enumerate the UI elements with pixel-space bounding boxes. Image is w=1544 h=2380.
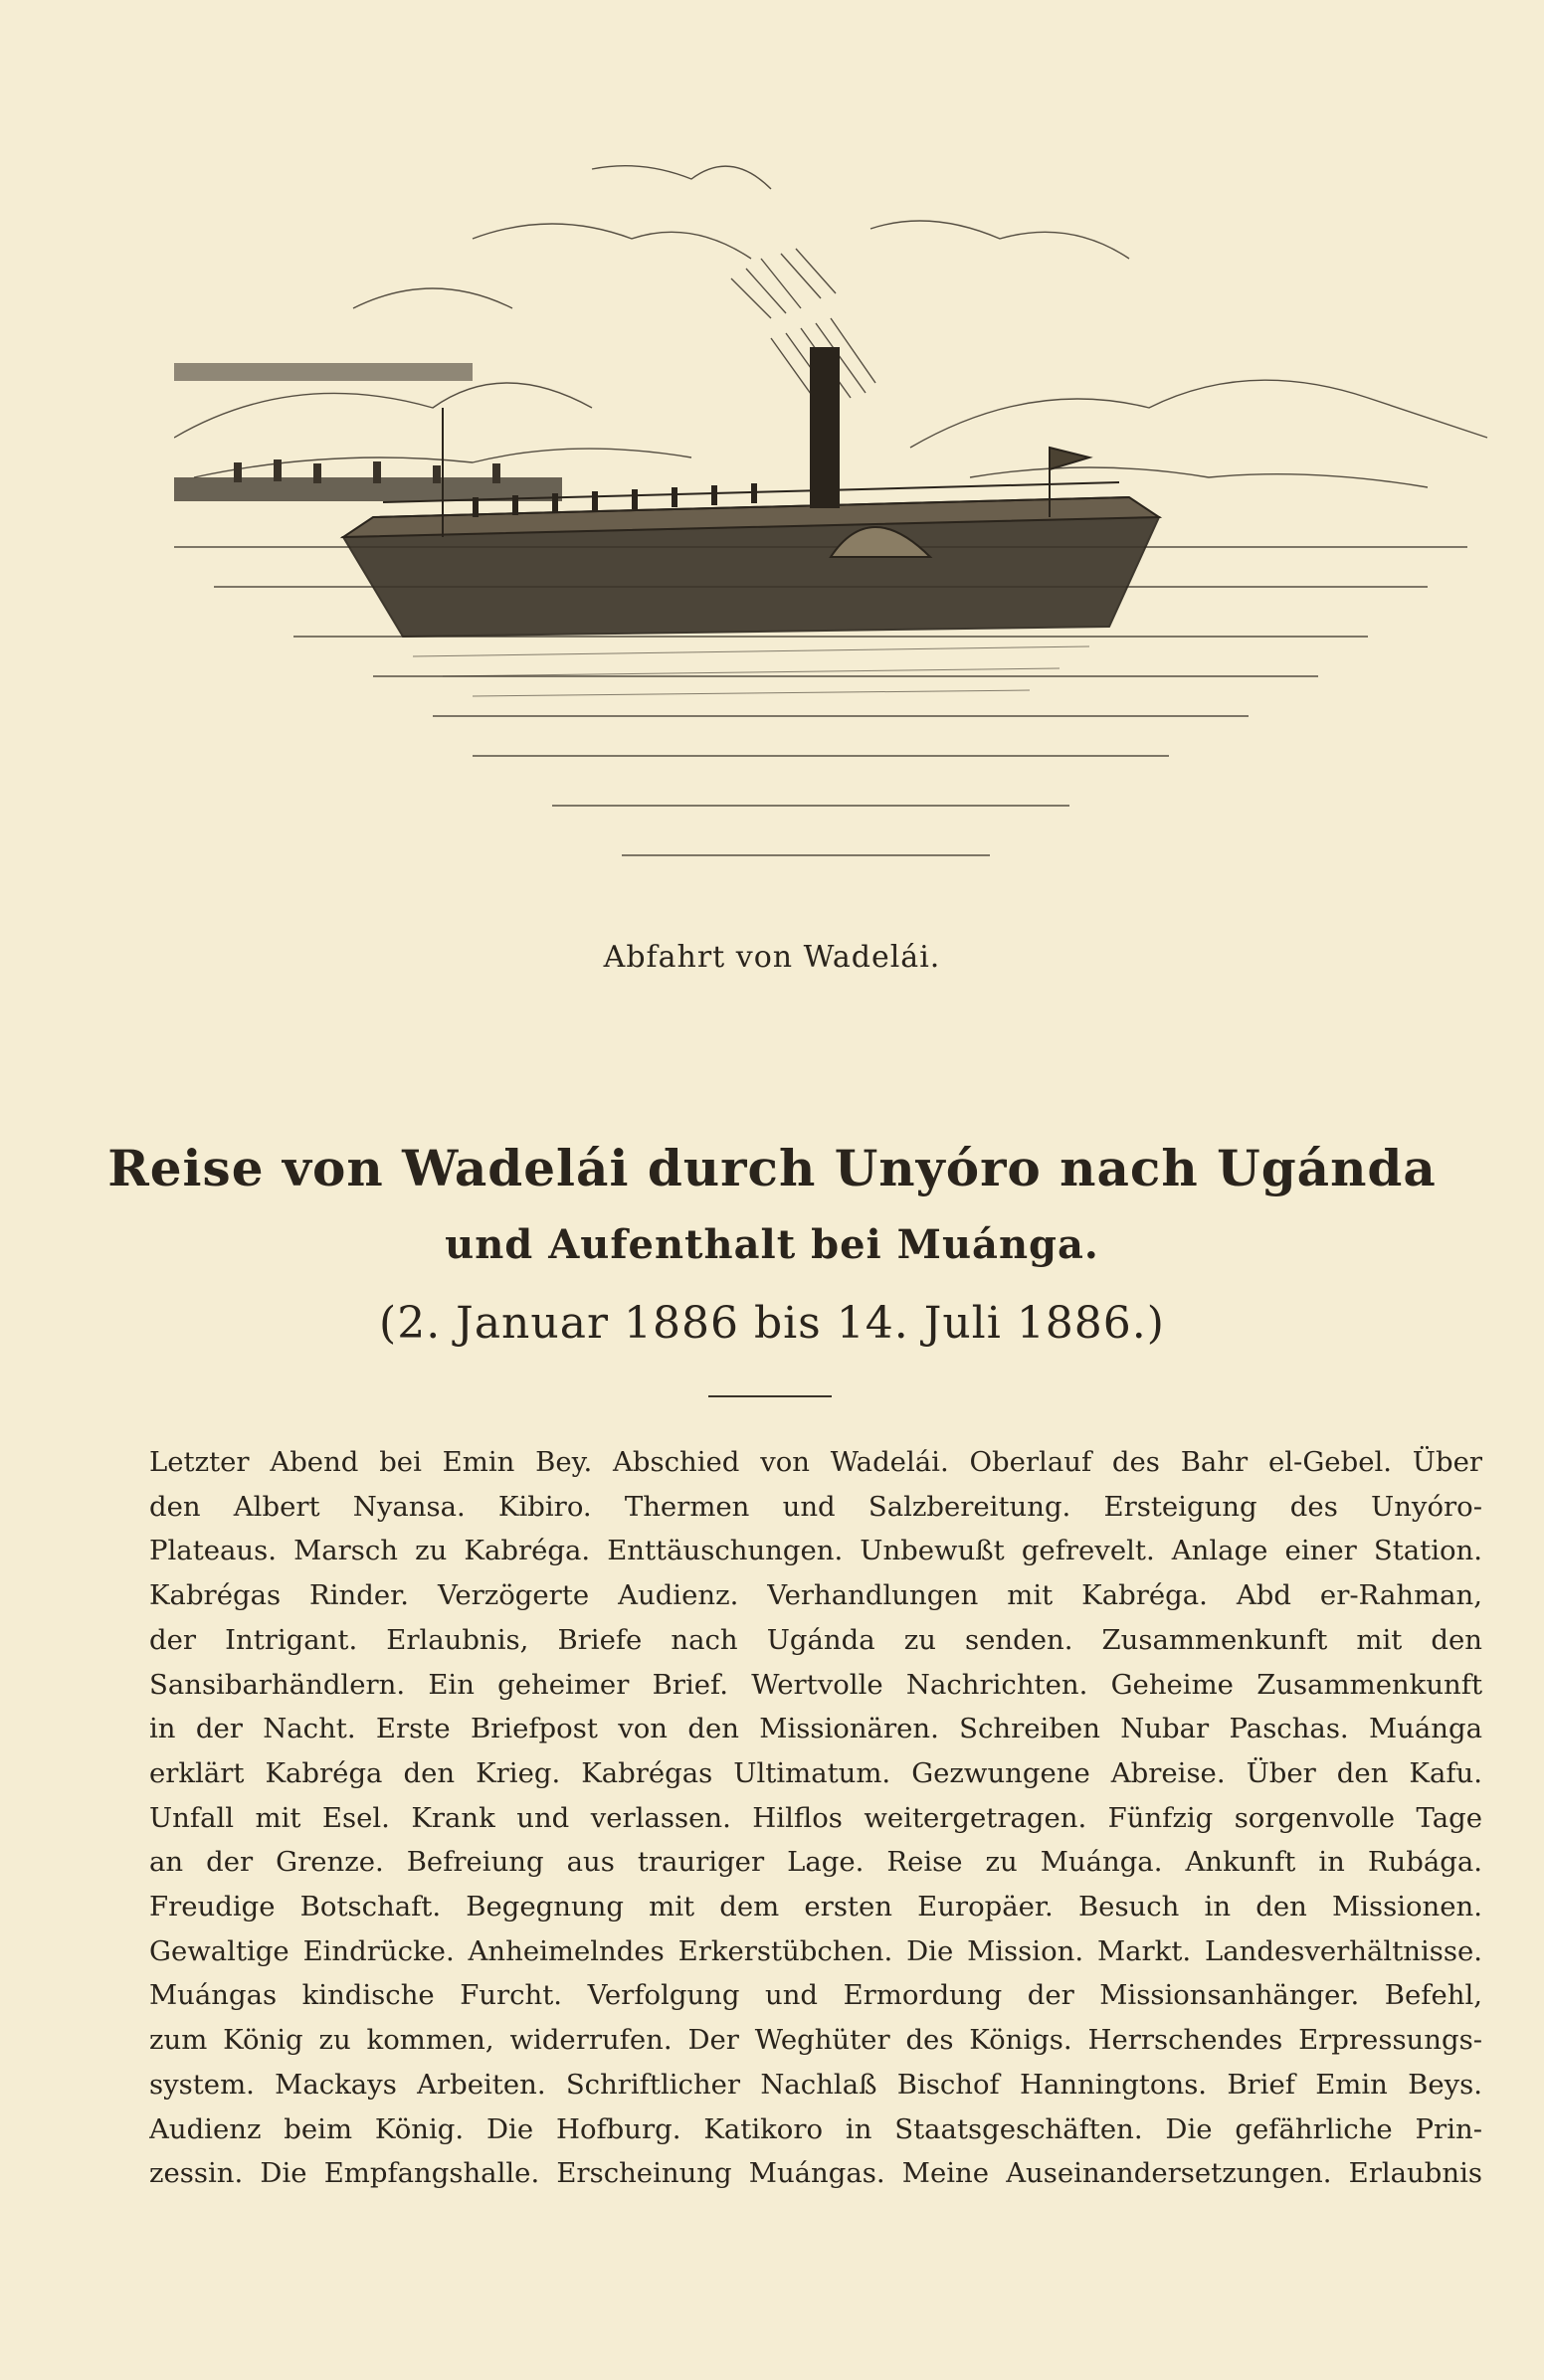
summary-line: Muángas kindische Furcht. Verfolgung und Ermordung der Missionsanhänger. Befehl, [149, 1979, 1482, 2012]
chapter-title: Reise von Wadelái durch Unyóro nach Ugánda [107, 1139, 1437, 1197]
summary-line: system. Mackays Arbeiten. Schriftlicher Nachlaß Bischof Hanningtons. Brief Emin Beys. [149, 2068, 1482, 2101]
summary-line: zessin. Die Empfangshalle. Erscheinung Muángas. Meine Auseinandersetzungen. Erlaubnis [149, 2157, 1482, 2190]
summary-line: in der Nacht. Erste Briefpost von den Missionären. Schreiben Nubar Paschas. Muánga [149, 1713, 1482, 1745]
summary-line: Unfall mit Esel. Krank und verlassen. Hilflos weitergetragen. Fünfzig sorgenvolle Tage [149, 1801, 1482, 1834]
summary-line: Sansibarhändlern. Ein geheimer Brief. Wertvolle Nachrichten. Geheime Zusammenkunft [149, 1668, 1482, 1701]
summary-line: Freudige Botschaft. Begegnung mit dem ersten Europäer. Besuch in den Missionen. [149, 1891, 1482, 1923]
chapter-subtitle: und Aufenthalt bei Muánga. [445, 1221, 1099, 1268]
steamship-engraving-icon [174, 119, 1544, 945]
summary-line: den Albert Nyansa. Kibiro. Thermen und Salzbereitung. Ersteigung des Unyóro- [149, 1490, 1482, 1523]
illustration-caption: Abfahrt von Wadelái. [603, 940, 941, 975]
summary-line: Gewaltige Eindrücke. Anheimelndes Erkerstübchen. Die Mission. Markt. Landesverhältnisse. [149, 1934, 1482, 1967]
summary-line: erklärt Kabréga den Krieg. Kabrégas Ultimatum. Gezwungene Abreise. Über den Kafu. [149, 1756, 1482, 1789]
chapter-summary [149, 1440, 1482, 2196]
summary-line: zum König zu kommen, widerrufen. Der Weghüter des Königs. Herrschendes Erpressungs- [149, 2024, 1482, 2057]
divider-rule [708, 1395, 832, 1397]
summary-line: an der Grenze. Befreiung aus trauriger Lage. Reise zu Muánga. Ankunft in Rubága. [149, 1846, 1482, 1879]
chapter-dates: (2. Januar 1886 bis 14. Juli 1886.) [379, 1298, 1165, 1349]
summary-line: Letzter Abend bei Emin Bey. Abschied von Wadelái. Oberlauf des Bahr el-Gebel. Über [149, 1446, 1482, 1478]
summary-line: Plateaus. Marsch zu Kabréga. Enttäuschungen. Unbewußt gefrevelt. Anlage einer Station. [149, 1535, 1482, 1567]
summary-line: Audienz beim König. Die Hofburg. Katikoro in Staatsgeschäften. Die gefährliche Prin- [149, 2112, 1482, 2145]
summary-line: Kabrégas Rinder. Verzögerte Audienz. Verhandlungen mit Kabréga. Abd er-Rahman, [149, 1579, 1482, 1612]
summary-line: der Intrigant. Erlaubnis, Briefe nach Ugánda zu senden. Zusammenkunft mit den [149, 1623, 1482, 1656]
